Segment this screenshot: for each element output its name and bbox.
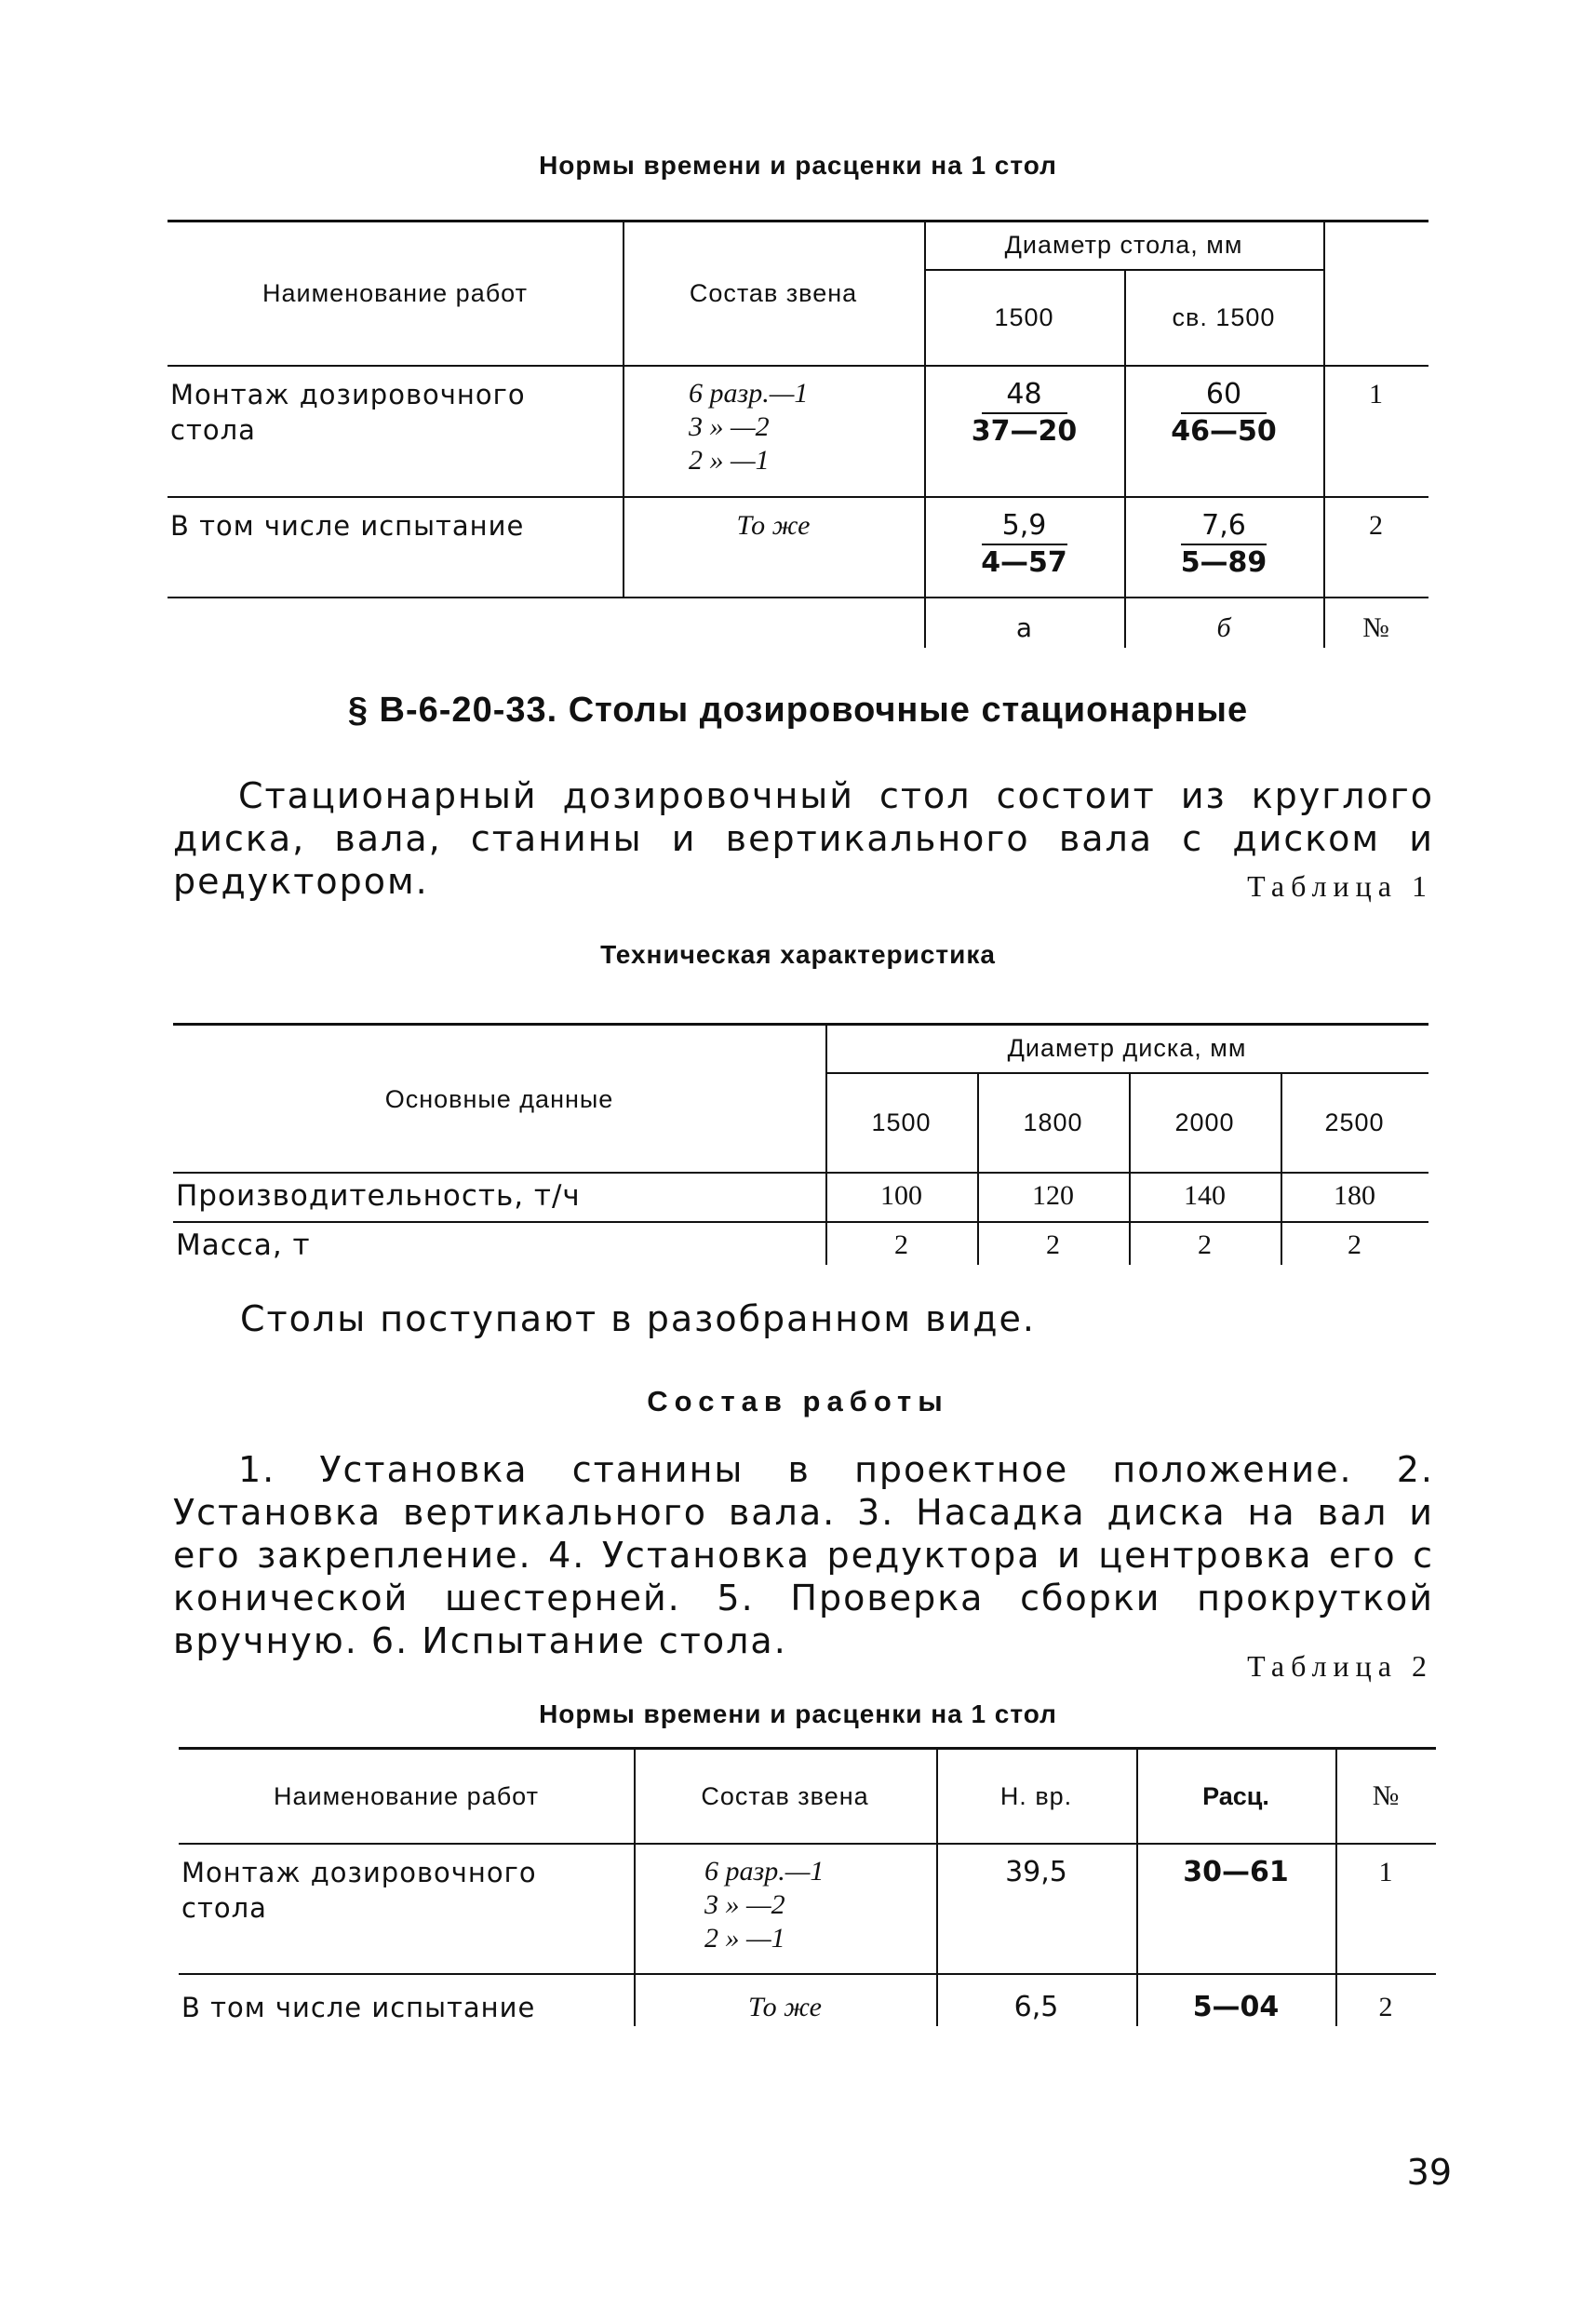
table1-row2-val: 2 — [1198, 1229, 1212, 1260]
footer-col-num: № — [1362, 612, 1389, 643]
row1-name: Монтаж дозировочного стола — [170, 379, 526, 446]
table1-col-1500: 1500 — [871, 1108, 932, 1136]
table2-row2-crew: То же — [748, 1992, 822, 2022]
table2-row2-rasc: 5—04 — [1192, 1991, 1280, 2023]
table1-header-main: Основные данные — [384, 1085, 614, 1113]
rule — [168, 496, 1428, 498]
table2-row1-number: 1 — [1378, 1857, 1393, 1887]
page-number: 39 — [1406, 2152, 1452, 2193]
table1-row2-val: 2 — [1348, 1229, 1361, 1260]
table2-row2-number: 2 — [1378, 1992, 1393, 2022]
table2-header-name: Наименование работ — [274, 1782, 539, 1810]
rule — [168, 365, 1428, 367]
work-paragraph: 1. Установка станины в проектное положение. 2. Установка вертикального вала. 3. Насадка диска на вал и его закрепление. 4. Установка редуктора и центровка его с конической шестерней. 5. Проверка сборки прокруткой вручную. 6. Испытание стола. — [173, 1449, 1434, 1661]
table1-row1-val: 180 — [1334, 1180, 1375, 1211]
table1-col-1800: 1800 — [1023, 1108, 1083, 1136]
row2-value-b: 7,6 5—89 — [1180, 509, 1267, 579]
table1-caption: Техническая характеристика — [600, 940, 996, 969]
work-heading: Состав работы — [647, 1385, 949, 1417]
top-table-caption: Нормы времени и расценки на 1 стол — [539, 151, 1057, 180]
rule — [168, 597, 1428, 598]
rule — [1323, 220, 1325, 648]
table2-row1-rasc: 30—61 — [1183, 1856, 1289, 1888]
rule — [173, 1221, 1428, 1223]
section-title: § В-6-20-33. Столы дозировочные стационарные — [347, 691, 1249, 730]
table1-col-2500: 2500 — [1324, 1108, 1385, 1136]
rule — [173, 1023, 1428, 1026]
rule — [179, 1843, 1436, 1845]
table1-row1-val: 120 — [1032, 1180, 1074, 1211]
table1-row2-name: Масса, т — [176, 1229, 311, 1262]
header-diameter: Диаметр стола, мм — [1004, 231, 1243, 259]
table2-row1-crew: 6 разр.—1 3 » —2 2 » —1 — [704, 1856, 825, 1954]
header-name: Наименование работ — [262, 279, 528, 307]
rule — [825, 1072, 1428, 1074]
table1-row2-val: 2 — [1046, 1229, 1060, 1260]
footer-col-b: б — [1216, 612, 1231, 643]
row2-name: В том числе испытание — [170, 510, 525, 542]
table1-row1-name: Производительность, т/ч — [176, 1179, 581, 1213]
rule — [179, 1973, 1436, 1975]
header-crew: Состав звена — [689, 279, 858, 307]
intro-paragraph: Стационарный дозировочный стол состоит из круглого диска, вала, станины и вертикального вала с диском и редуктором. — [173, 775, 1434, 902]
footer-col-a: а — [1015, 612, 1033, 643]
row2-crew: То же — [736, 510, 811, 541]
table2-row2-name: В том числе испытание — [181, 1992, 536, 2023]
table1-row1-val: 100 — [880, 1180, 922, 1211]
row1-crew: 6 разр.—1 3 » —2 2 » —1 — [689, 378, 809, 476]
table2-row1-nvr: 39,5 — [1005, 1856, 1067, 1888]
table2-header-rasc: Расц. — [1202, 1782, 1269, 1810]
delivery-text: Столы поступают в разобранном виде. — [240, 1298, 1036, 1339]
row1-value-a: 48 37—20 — [971, 378, 1078, 448]
table1-label: Таблица 1 — [1247, 869, 1433, 903]
table1-col-2000: 2000 — [1174, 1108, 1235, 1136]
row1-value-b: 60 46—50 — [1171, 378, 1277, 448]
table2-caption: Нормы времени и расценки на 1 стол — [539, 1699, 1057, 1728]
header-1500: 1500 — [994, 303, 1054, 331]
rule — [168, 220, 1428, 222]
table2-header-num: № — [1372, 1780, 1400, 1811]
row2-value-a: 5,9 4—57 — [981, 509, 1067, 579]
table1-row2-val: 2 — [894, 1229, 908, 1260]
table1-row1-val: 140 — [1184, 1180, 1226, 1211]
table2-row2-nvr: 6,5 — [1013, 1991, 1059, 2023]
row1-number: 1 — [1369, 379, 1383, 410]
row2-number: 2 — [1369, 510, 1383, 541]
table1-header-group: Диаметр диска, мм — [1007, 1034, 1247, 1062]
table2-header-crew: Состав звена — [701, 1782, 869, 1810]
table2-row1-name: Монтаж дозировочного стола — [181, 1857, 537, 1924]
rule — [173, 1172, 1428, 1174]
header-over-1500: св. 1500 — [1172, 303, 1276, 331]
table2-label: Таблица 2 — [1247, 1649, 1433, 1683]
rule — [179, 1747, 1436, 1750]
table2-header-nvr: Н. вр. — [999, 1782, 1073, 1810]
